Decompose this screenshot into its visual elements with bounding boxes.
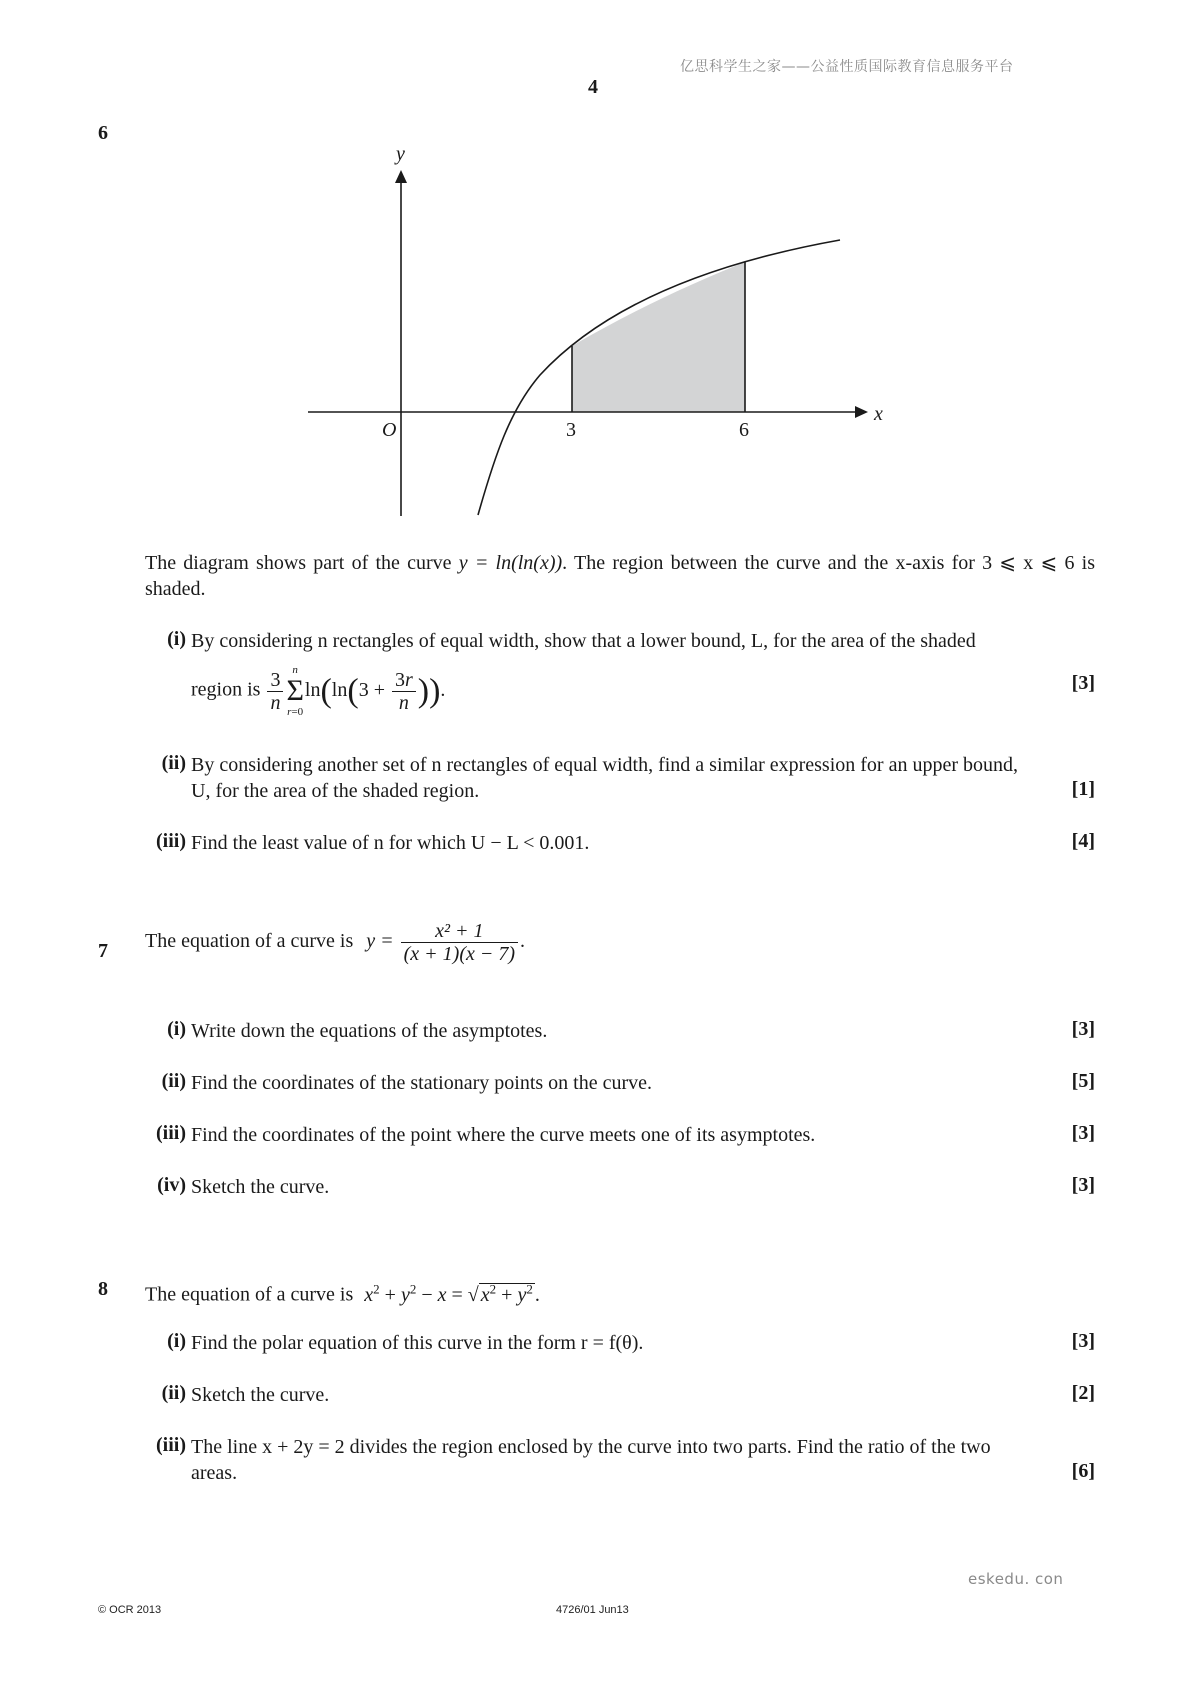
question-7-number: 7 bbox=[98, 940, 108, 962]
part-text: Sketch the curve. bbox=[191, 1384, 330, 1406]
part-label: (i) bbox=[167, 1018, 186, 1040]
part-marks: [3] bbox=[1071, 672, 1095, 694]
part-marks: [2] bbox=[1071, 1382, 1095, 1404]
lower-bound-formula: $\frac{3}{n}$ n Σ r=0 ln(ln(3 + $\frac{3r}{n}$ )). bbox=[265, 679, 445, 701]
part-text: Find the polar equation of this curve in the form r = f(θ). bbox=[191, 1332, 644, 1354]
part-label: (iii) bbox=[156, 1122, 186, 1144]
q7-equation-fraction bbox=[401, 920, 518, 965]
origin-label: O bbox=[382, 419, 397, 441]
part-label: (i) bbox=[167, 628, 186, 650]
q7-part-ii bbox=[140, 1070, 1095, 1100]
part-label: (i) bbox=[167, 1330, 186, 1352]
q8-curve-equation: $x^2 + y^2 - x$ = √ $x^2 + y^2$ . bbox=[364, 1281, 540, 1306]
watermark-text: 亿思科学生之家——公益性质国际教育信息服务平台 bbox=[680, 59, 1014, 75]
part-text: Sketch the curve. bbox=[191, 1176, 330, 1198]
part-marks: [6] bbox=[1071, 1460, 1095, 1482]
tick-label-6: 6 bbox=[739, 419, 749, 441]
part-text: Find the coordinates of the point where the curve meets one of its asymptotes. bbox=[191, 1124, 816, 1146]
q7-equation-lhs: y = bbox=[366, 930, 394, 953]
part-label: (iii) bbox=[156, 830, 186, 852]
q7-part-iii bbox=[140, 1122, 1095, 1152]
q8-intro-text: The equation of a curve is bbox=[145, 1283, 354, 1306]
part-text-b: region is bbox=[191, 678, 261, 701]
part-text: Write down the equations of the asymptotes. bbox=[191, 1020, 548, 1042]
q8-part-ii bbox=[140, 1382, 1095, 1412]
part-label: (iii) bbox=[156, 1434, 186, 1456]
q6-intro bbox=[145, 550, 1095, 602]
part-text-a: By considering another set of n rectangles of equal width, find a similar expression for an upper bound, bbox=[191, 754, 1019, 776]
part-text-b: U, for the area of the shaded region. bbox=[191, 780, 480, 802]
q7-equation-denominator: (x + 1)(x − 7) bbox=[403, 943, 516, 965]
part-marks: [4] bbox=[1071, 830, 1095, 852]
part-marks: [1] bbox=[1071, 778, 1095, 800]
q8-part-iii bbox=[140, 1434, 1095, 1490]
q6-part-i bbox=[140, 628, 1095, 728]
x-axis-label: x bbox=[874, 403, 883, 425]
q6-curve-equation: y = ln(ln(x)) bbox=[458, 552, 563, 574]
part-text: By considering n rectangles of equal width, show that a lower bound, L, for the area of the shaded bbox=[191, 630, 976, 652]
part-label: (ii) bbox=[161, 1382, 186, 1404]
q8-intro bbox=[145, 1276, 540, 1308]
q7-intro: The equation of a curve is y = $\frac{\text{x² + 1}}{(x + 1)(x - 7)}$ . bbox=[145, 920, 526, 965]
part-text-a: The line x + 2y = 2 divides the region enclosed by the curve into two parts. Find the ratio of the two bbox=[191, 1436, 991, 1458]
y-axis-arrow bbox=[395, 170, 407, 183]
q6-intro-text-a: The diagram shows part of the curve bbox=[145, 552, 452, 574]
q6-diagram bbox=[0, 0, 1191, 540]
part-label: (iv) bbox=[157, 1174, 186, 1196]
q6-part-ii bbox=[140, 752, 1095, 808]
part-marks: [3] bbox=[1071, 1018, 1095, 1040]
q7-equation-numerator: x² + 1 bbox=[401, 920, 518, 943]
part-marks: [3] bbox=[1071, 1122, 1095, 1144]
footer-paper-code: 4726/01 Jun13 bbox=[556, 1604, 629, 1616]
q7-part-iv bbox=[140, 1174, 1095, 1204]
footer-site-text: eskedu. con bbox=[968, 1570, 1064, 1588]
part-label: (ii) bbox=[161, 752, 186, 774]
q8-part-i bbox=[140, 1330, 1095, 1360]
part-text: Find the coordinates of the stationary points on the curve. bbox=[191, 1072, 653, 1094]
y-axis-label: y bbox=[396, 143, 405, 165]
q7-intro-text: The equation of a curve is bbox=[145, 930, 354, 953]
x-axis-arrow bbox=[855, 406, 868, 418]
part-text-b: areas. bbox=[191, 1462, 238, 1484]
question-8-number: 8 bbox=[98, 1278, 108, 1300]
part-marks: [5] bbox=[1071, 1070, 1095, 1092]
part-label: (ii) bbox=[161, 1070, 186, 1092]
q6-intro-text-b: . The region between the curve and the x-axis for 3 ⩽ x ⩽ 6 is shaded. bbox=[145, 552, 1096, 600]
q7-part-i bbox=[140, 1018, 1095, 1048]
page-number: 4 bbox=[588, 76, 598, 98]
shaded-region bbox=[572, 262, 745, 412]
part-text-formula bbox=[191, 664, 891, 718]
part-text: Find the least value of n for which U − L < 0.001. bbox=[191, 832, 590, 854]
part-marks: [3] bbox=[1071, 1174, 1095, 1196]
part-marks: [3] bbox=[1071, 1330, 1095, 1352]
question-6-number: 6 bbox=[98, 122, 108, 144]
tick-label-3: 3 bbox=[566, 419, 576, 441]
q6-part-iii bbox=[140, 830, 1095, 860]
footer-copyright: © OCR 2013 bbox=[98, 1604, 162, 1616]
